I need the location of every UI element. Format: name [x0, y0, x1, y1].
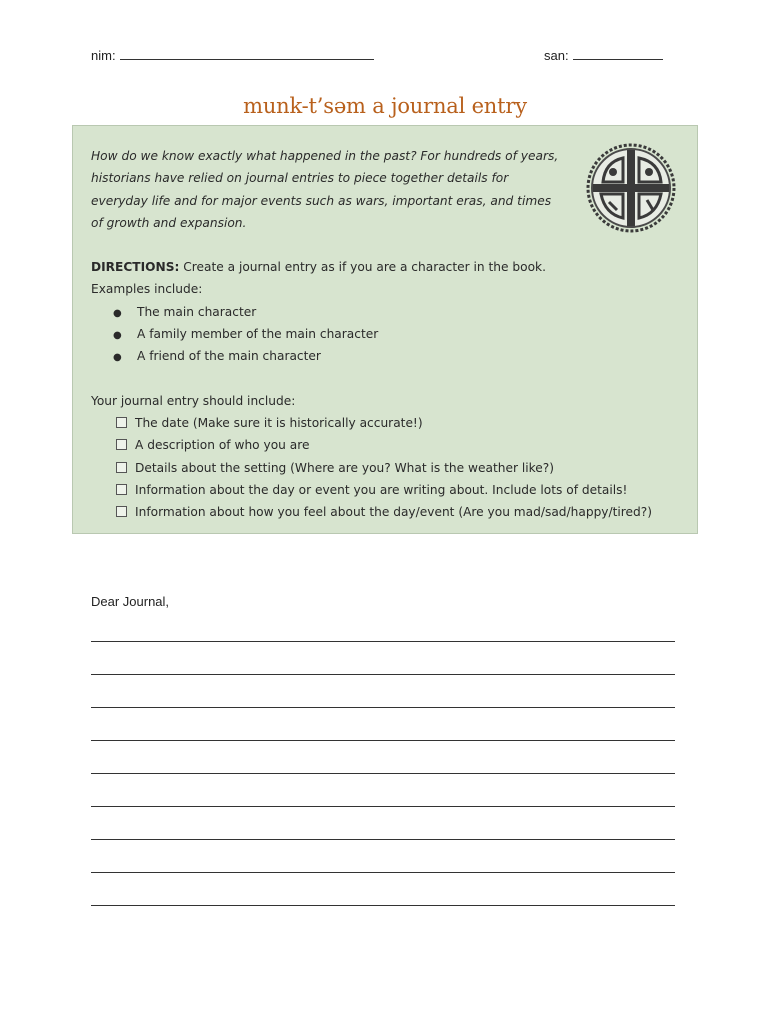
checkbox[interactable] — [116, 462, 127, 473]
writing-line[interactable] — [91, 839, 675, 840]
writing-line[interactable] — [91, 905, 675, 906]
writing-line[interactable] — [91, 674, 675, 675]
date-field[interactable] — [544, 47, 663, 63]
writing-line[interactable] — [91, 806, 675, 807]
checklist-item[interactable] — [91, 434, 691, 456]
writing-line[interactable] — [91, 740, 675, 741]
example-text: A friend of the main character — [137, 349, 321, 364]
checkbox[interactable] — [116, 506, 127, 517]
journal-greeting: Dear Journal, — [91, 594, 170, 609]
checklist-item-text: Details about the setting (Where are you? What is the weather like?) — [135, 460, 554, 475]
list-item: ● A family member of the main character — [113, 326, 379, 341]
directions-label: DIRECTIONS: — [91, 260, 180, 274]
intro-paragraph: How do we know exactly what happened in the past? For hundreds of years, historians have relied on journal entries to piece together details for everyday life and for major events such as wars, important eras, and times of growth and expansion. — [91, 149, 559, 230]
checkbox[interactable] — [116, 417, 127, 428]
checklist-item[interactable] — [91, 457, 691, 479]
writing-line[interactable] — [91, 773, 675, 774]
list-item: ● The main character — [113, 304, 257, 319]
directions-text: Create a journal entry as if you are a character in the book. — [179, 260, 546, 274]
instructions-panel — [72, 125, 698, 534]
writing-line[interactable] — [91, 707, 675, 708]
example-text: The main character — [137, 304, 257, 319]
checklist-item[interactable] — [91, 412, 691, 434]
list-item: ● A friend of the main character — [113, 349, 321, 364]
circular-cross-emblem-icon — [583, 138, 679, 238]
checkbox[interactable] — [116, 439, 127, 450]
checklist-item-text: Information about the day or event you are writing about. Include lots of details! — [135, 482, 628, 497]
checklist-item-text: The date (Make sure it is historically accurate!) — [135, 416, 423, 431]
writing-line[interactable] — [91, 872, 675, 873]
name-field[interactable] — [91, 47, 374, 63]
name-label: nim: — [91, 48, 116, 63]
checklist-item-text: A description of who you are — [135, 438, 310, 453]
checklist-item-text: Information about how you feel about the day/event (Are you mad/sad/happy/tired?) — [135, 505, 652, 520]
directions-line — [91, 256, 691, 278]
writing-line[interactable] — [91, 641, 675, 642]
checkbox[interactable] — [116, 484, 127, 495]
name-input-line[interactable] — [120, 47, 374, 60]
page-title: munk-t’səm a journal entry — [243, 94, 527, 118]
checklist-label: Your journal entry should include: — [91, 393, 296, 408]
checklist-item[interactable] — [91, 501, 691, 523]
checklist-item[interactable] — [91, 479, 691, 501]
date-label: san: — [544, 48, 569, 63]
directions-section — [91, 256, 691, 524]
example-text: A family member of the main character — [137, 326, 379, 341]
date-input-line[interactable] — [573, 47, 663, 60]
examples-label: Examples include: — [91, 282, 203, 297]
